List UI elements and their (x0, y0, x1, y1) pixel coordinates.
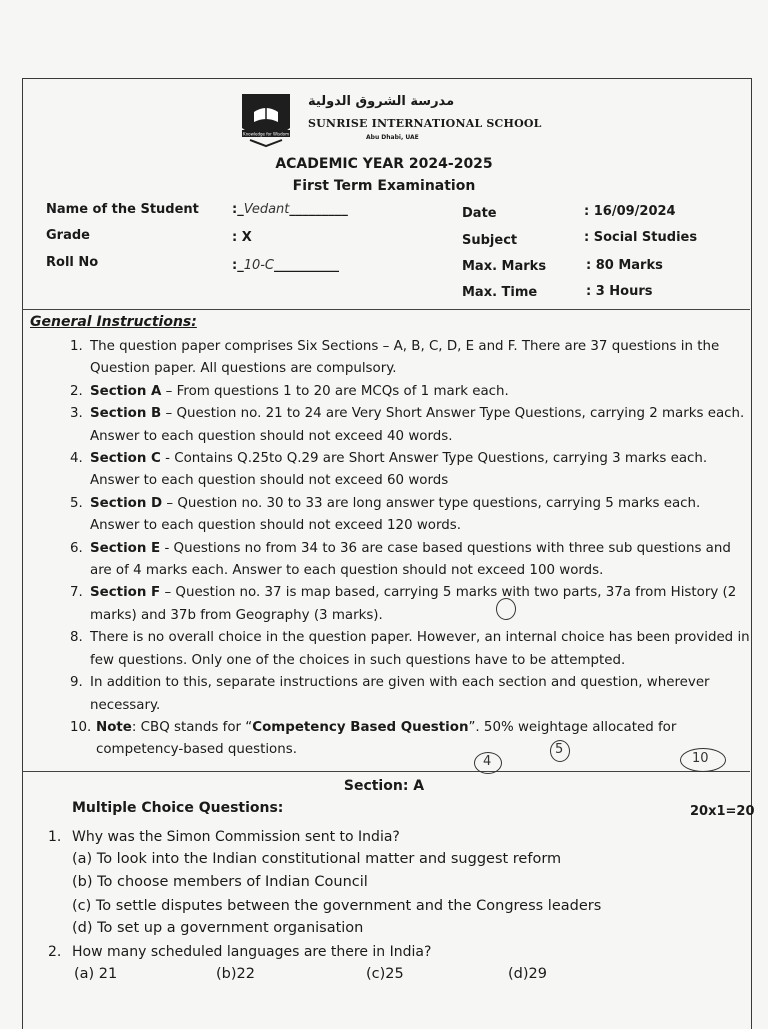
instruction-number: 3. (70, 406, 83, 422)
question-2-option-a: (a) 21 (74, 966, 118, 982)
max-time-value: : 3 Hours (586, 284, 653, 299)
date-value: : 16/09/2024 (584, 204, 676, 219)
mcq-title: Multiple Choice Questions: (72, 800, 284, 816)
instructions-list (70, 336, 750, 762)
instruction-number: 5. (70, 495, 83, 511)
school-location: Abu Dhabi, UAE (366, 134, 419, 141)
academic-year: ACADEMIC YEAR 2024-2025 (275, 156, 493, 172)
name-field: :_Vedant_________ (232, 202, 348, 217)
instruction-number: 4. (70, 451, 83, 467)
question-2-option-c: (c)25 (366, 966, 404, 982)
subject-label: Subject (462, 233, 518, 248)
pen-circle-mark (496, 598, 516, 620)
instruction-text: : CBQ stands for “ (131, 719, 253, 735)
instruction-number: 2. (70, 383, 83, 399)
roll-label: Roll No (46, 255, 99, 270)
instruction-number: 7. (70, 585, 83, 601)
instruction-text: – Question no. 21 to 24 are Very Short Answer Type Questions, carrying 2 marks each. Answer to each question should not exceed 40 words. (90, 406, 745, 444)
question-1-number: 1. (48, 829, 62, 845)
instruction-bold: Section C (90, 451, 161, 467)
max-marks-label: Max. Marks (462, 259, 547, 274)
instruction-number: 10. (70, 719, 92, 735)
school-crest-logo (236, 92, 296, 148)
instruction-text: - Questions no from 34 to 36 are case based questions with three sub questions and are of 4 marks each. Answer to each question should not exceed 100 words. (90, 540, 731, 579)
annotation-5: 5 (555, 742, 564, 757)
max-marks-value: : 80 Marks (586, 258, 663, 273)
school-name: SUNRISE INTERNATIONAL SCHOOL (308, 117, 542, 130)
question-1-text: Why was the Simon Commission sent to India? (72, 829, 400, 845)
instruction-number: 1. (70, 339, 83, 354)
name-handwritten: Vedant (243, 202, 290, 217)
instruction-bold: Section F (90, 585, 161, 601)
instruction-text: The question paper comprises Six Sections – A, B, C, D, E and F. There are 37 questions in the Question paper. All questions are compulsory. (90, 339, 720, 377)
instruction-item (70, 448, 750, 493)
divider-section (22, 771, 750, 772)
instruction-text: – Question no. 37 is map based, carrying 5 marks with two parts, 37a from History (2 marks) and 37b from Geography (3 marks). (90, 585, 737, 623)
instruction-item (70, 672, 750, 717)
instruction-text: - Contains Q.25to Q.29 are Short Answer Type Questions, carrying 3 marks each. Answer to each question should not exceed 60 words (90, 451, 708, 489)
annotation-10: 10 (692, 751, 709, 766)
instruction-number: 9. (70, 675, 83, 691)
instruction-bold: Section D (90, 495, 163, 511)
exam-title: First Term Examination (292, 178, 476, 194)
instruction-item (70, 336, 750, 381)
instruction-item (70, 493, 750, 538)
instruction-number: 8. (70, 630, 83, 646)
instruction-text: There is no overall choice in the question paper. However, an internal choice has been provided in few questions. Only one of the choices in such questions have to be attempted. (90, 630, 750, 668)
roll-field: :_10-C__________ (232, 258, 340, 273)
question-2-text: How many scheduled languages are there in India? (72, 944, 432, 960)
question-2-option-b: (b)22 (216, 966, 255, 982)
instruction-bold: Competency Based Question (252, 719, 469, 735)
instruction-text: ”. 50% weightage allocated for competency-based questions. (96, 719, 677, 758)
roll-handwritten: 10-C (243, 258, 275, 273)
question-1-option-c: (c) To settle disputes between the government and the Congress leaders (72, 898, 602, 914)
instruction-bold: Section A (90, 383, 162, 399)
crest-motto: Knowledge for Wisdom (243, 131, 289, 137)
grade-value: : X (232, 230, 252, 245)
instruction-item (70, 627, 750, 672)
instruction-bold: Section B (90, 406, 162, 422)
name-label: Name of the Student (46, 202, 199, 217)
instruction-bold: Section E (90, 540, 161, 556)
question-1-option-d: (d) To set up a government organisation (72, 920, 364, 936)
question-1-option-b: (b) To choose members of Indian Council (72, 874, 368, 890)
instruction-item (70, 717, 750, 762)
max-time-label: Max. Time (462, 285, 538, 300)
instruction-number: 6. (70, 540, 83, 556)
instruction-item (70, 403, 750, 448)
date-label: Date (462, 206, 497, 221)
annotation-4: 4 (483, 754, 492, 769)
instruction-text: In addition to this, separate instructions are given with each section and question, wherever necessary. (90, 675, 710, 713)
general-instructions-title: General Instructions: (30, 314, 197, 330)
instruction-item (70, 582, 750, 627)
instruction-text: – Question no. 30 to 33 are long answer type questions, carrying 5 marks each. Answer to each question should not exceed 120 words. (90, 495, 701, 534)
divider-top (22, 309, 750, 310)
question-2-number: 2. (48, 944, 62, 960)
instruction-bold: Note (96, 719, 132, 735)
instruction-item (70, 538, 750, 583)
grade-label: Grade (46, 228, 90, 243)
subject-value: : Social Studies (584, 230, 698, 245)
section-title: Section: A (343, 778, 425, 794)
mcq-marks: 20x1=20 (690, 804, 755, 819)
instruction-item (70, 381, 750, 403)
question-1-option-a: (a) To look into the Indian constitutional matter and suggest reform (72, 851, 562, 867)
school-name-arabic: مدرسة الشروق الدولية (308, 94, 455, 109)
instruction-text: – From questions 1 to 20 are MCQs of 1 mark each. (161, 383, 509, 399)
school-header (236, 90, 542, 150)
question-2-option-d: (d)29 (508, 966, 547, 982)
